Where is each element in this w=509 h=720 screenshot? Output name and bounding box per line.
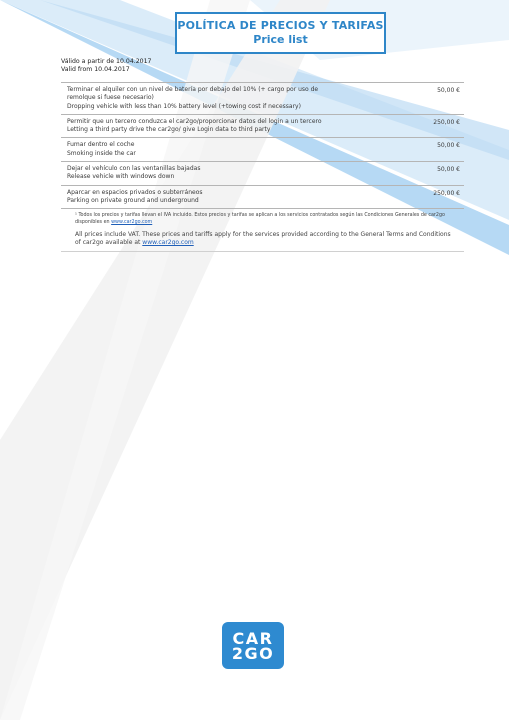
logo-line-2: 2GO xyxy=(231,643,275,663)
row-description-es: Permitir que un tercero conduzca el car2go/proporcionar datos del login a un tercero xyxy=(67,117,322,125)
validity-en: Valid from 10.04.2017 xyxy=(61,66,130,73)
footnote-es-link[interactable]: www.car2go.com xyxy=(111,219,153,225)
price-row xyxy=(61,114,464,138)
row-description-en: Release vehicle with windows down xyxy=(67,173,175,181)
logo-line-1: CAR xyxy=(232,628,274,648)
page-title-en: Price list xyxy=(253,33,308,46)
row-price: 50,00 € xyxy=(437,166,460,174)
title-box xyxy=(175,12,386,54)
price-row xyxy=(61,161,464,185)
row-description-es: Dejar el vehículo con las ventanillas bajadas xyxy=(67,165,201,173)
row-description-en: Letting a third party drive the car2go/ give Login data to third party xyxy=(67,126,271,134)
row-price: 50,00 € xyxy=(437,142,460,150)
validity-dates xyxy=(61,58,151,74)
price-row xyxy=(61,137,464,161)
page-title-es: POLÍTICA DE PRECIOS Y TARIFAS xyxy=(177,19,384,32)
footnote-en xyxy=(61,228,464,252)
footnote-es xyxy=(61,209,464,228)
price-row xyxy=(61,82,464,114)
row-description-es: Terminar el alquiler con un nivel de batería por debajo del 10% (+ cargo por uso de remolque si fuese necesario) xyxy=(67,86,319,102)
row-price: 250,00 € xyxy=(433,118,460,126)
price-table xyxy=(61,82,464,252)
footnote-es-text: ¹ Todos los precios y tarifas llevan el IVA incluido. Estos precios y tarifas se aplican a los servicios contratados según las Condiciones Generales de car2go disponibles en xyxy=(75,213,445,225)
footnote-en-text: All prices include VAT. These prices and tariffs apply for the services provided according to the General Terms and Conditions of car2go available at xyxy=(75,230,451,247)
validity-es: Válido a partir de 10.04.2017 xyxy=(61,58,152,65)
row-description-en: Dropping vehicle with less than 10% battery level (+towing cost if necessary) xyxy=(67,102,301,110)
footnote-en-link[interactable]: www.car2go.com xyxy=(142,239,194,247)
row-price: 250,00 € xyxy=(433,189,460,197)
row-description-en: Smoking inside the car xyxy=(67,149,136,157)
row-price: 50,00 € xyxy=(437,87,460,94)
price-row xyxy=(61,185,464,210)
row-description-es: Fumar dentro el coche xyxy=(67,141,135,149)
row-description-en: Parking on private ground and underground xyxy=(67,196,199,204)
car2go-logo xyxy=(222,622,284,669)
row-description-es: Aparcar en espacios privados o subterráneos xyxy=(67,188,203,196)
